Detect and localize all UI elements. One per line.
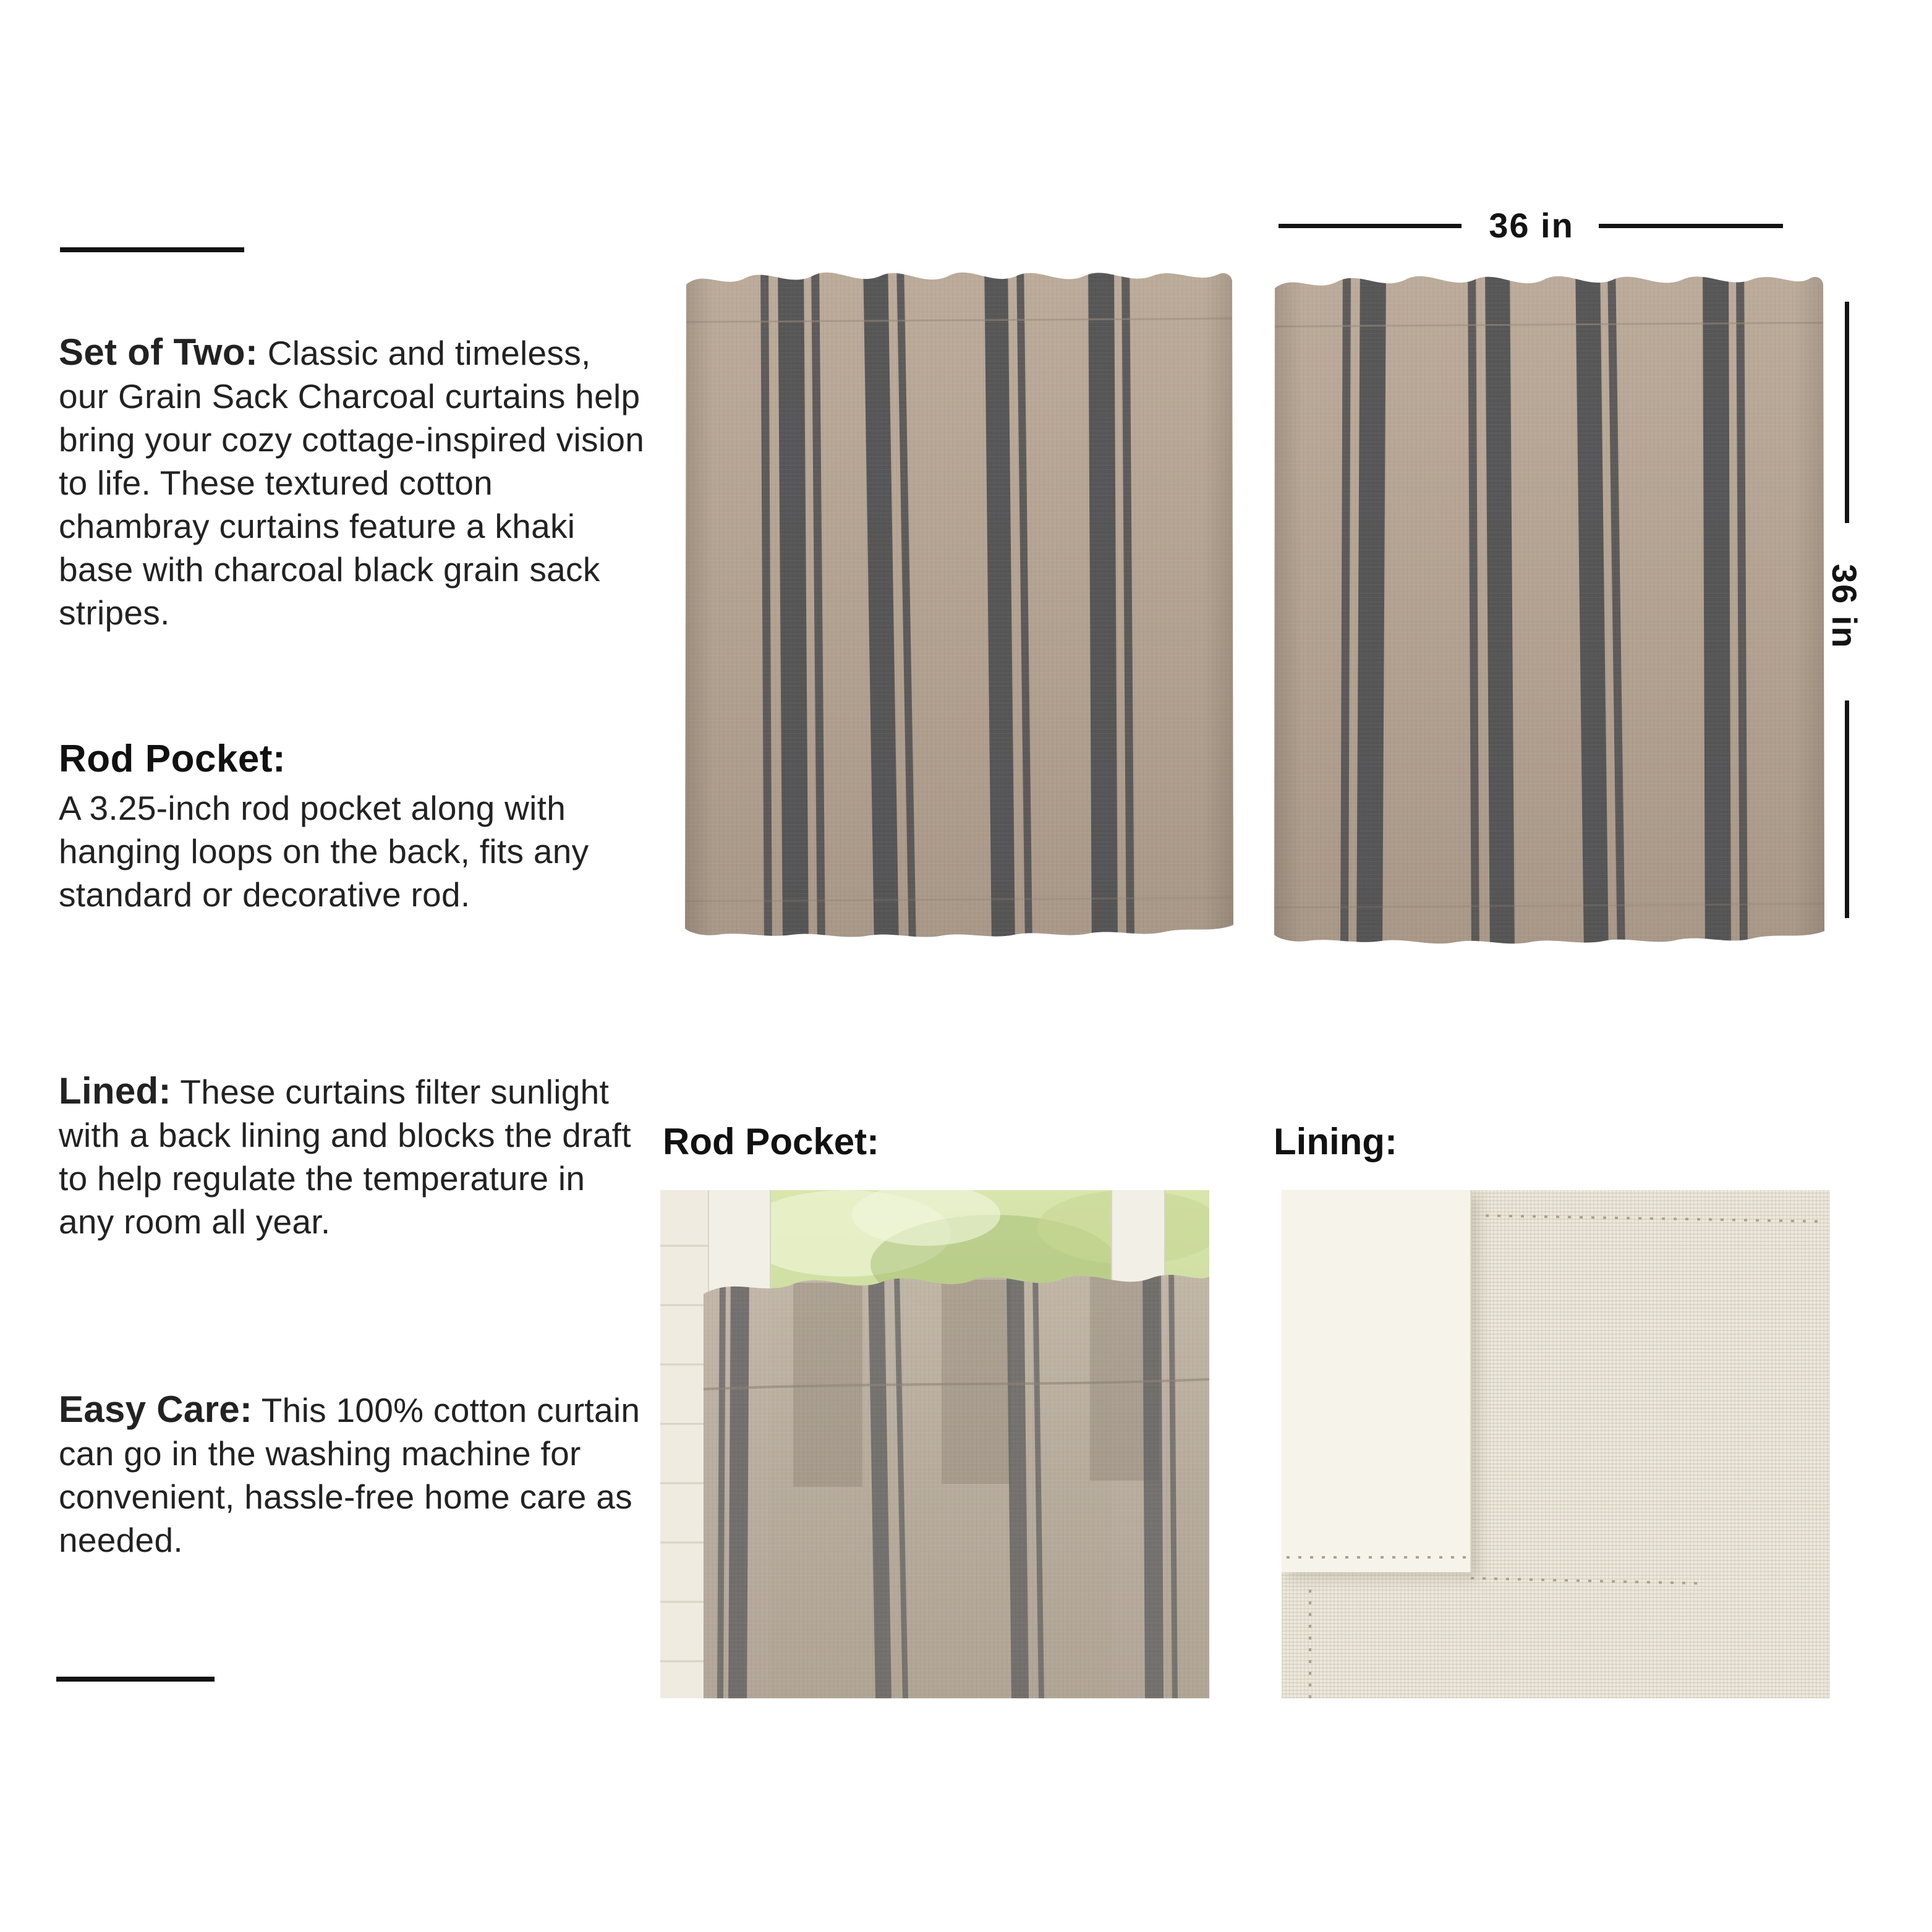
width-dimension-label: 36 in xyxy=(1489,206,1574,245)
lined-body: These curtains filter sunlight with a back lining and blocks the draft to help regulate the temperature in any room all year. xyxy=(59,1073,631,1241)
sheer-curtain-details xyxy=(704,1270,1209,1698)
rod-pocket-photo-label: Rod Pocket: xyxy=(663,1121,880,1162)
width-dimension-right-dash xyxy=(1599,224,1783,228)
lining-photo-label: Lining: xyxy=(1274,1121,1397,1162)
lining-stitch-bottom-of-piece xyxy=(1287,1556,1470,1559)
set-of-two-body: Classic and timeless, our Grain Sack Charcoal curtains help bring your cozy cottage-inspired vision to life. These textured cotton chambray curtains feature a khaki base with charcoal black grain sack stripes. xyxy=(59,334,645,632)
lining-corner-piece xyxy=(1282,1190,1471,1572)
shiplap-wall xyxy=(660,1190,709,1698)
height-dimension-label: 36 in xyxy=(1825,564,1864,649)
lined-lead: Lined: xyxy=(59,1070,171,1112)
curtain-panel-right xyxy=(1269,260,1828,960)
top-divider-line xyxy=(60,247,244,252)
section-lined xyxy=(59,1070,646,1243)
section-set-of-two xyxy=(59,331,646,634)
rod-pocket-photo xyxy=(660,1190,1209,1698)
curtain-panel-left xyxy=(680,257,1236,951)
bottom-divider-line xyxy=(56,1677,215,1682)
lining-stitch-top xyxy=(1486,1214,1824,1223)
rod-pocket-heading: Rod Pocket: xyxy=(59,738,286,780)
lining-photo xyxy=(1282,1190,1830,1698)
easy-care-lead: Easy Care: xyxy=(59,1389,253,1430)
curtain-left-stripes xyxy=(680,257,1236,951)
height-dimension-top-dash xyxy=(1845,302,1849,523)
lining-stitch-side xyxy=(1309,1586,1311,1698)
easy-care-body: This 100% cotton curtain can go in the washing machine for convenient, hassle-free home care as needed. xyxy=(59,1391,640,1559)
set-of-two-lead: Set of Two: xyxy=(59,331,258,373)
height-dimension-bottom-dash xyxy=(1845,700,1849,918)
curtain-right-stripes xyxy=(1269,260,1828,960)
lining-stitch-hem xyxy=(1471,1577,1706,1585)
width-dimension-left-dash xyxy=(1279,224,1462,228)
rod-pocket-body: A 3.25-inch rod pocket along with hanging loops on the back, fits any standard or decorative rod. xyxy=(59,789,589,914)
section-easy-care xyxy=(59,1388,646,1562)
